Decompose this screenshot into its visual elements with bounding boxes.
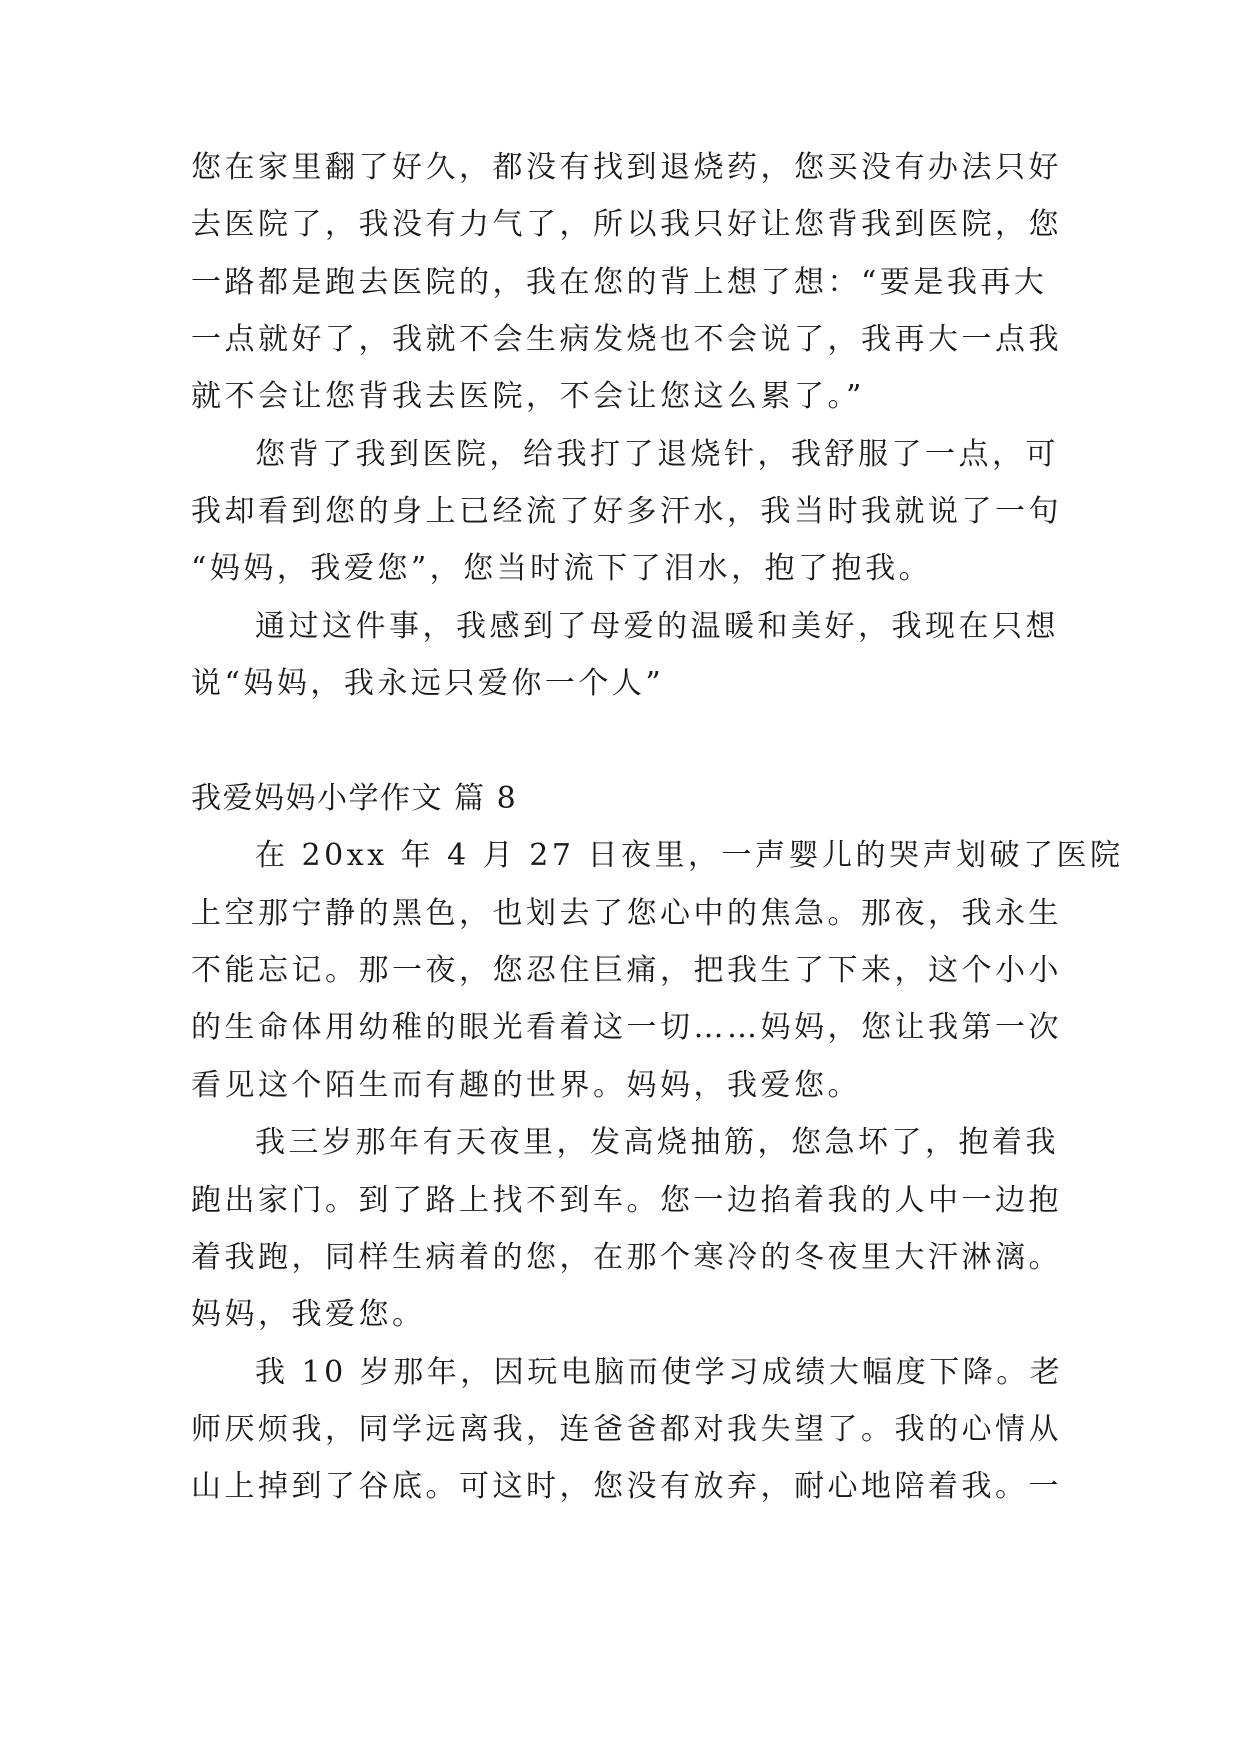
text-line: 不能忘记。那一夜，您忍住巨痛，把我生了下来，这个小小 xyxy=(191,953,1062,988)
text-line: 说“妈妈，我永远只爱你一个人” xyxy=(191,666,665,701)
text-line: 去医院了，我没有力气了，所以我只好让您背我到医院，您 xyxy=(191,207,1062,242)
text-line: 一路都是跑去医院的，我在您的背上想了想：“要是我再大 xyxy=(191,265,1048,300)
text-line: 一点就好了，我就不会生病发烧也不会说了，我再大一点我 xyxy=(191,322,1062,357)
text-line: 上空那宁静的黑色，也划去了您心中的焦急。那夜，我永生 xyxy=(191,896,1062,931)
text-line: 的生命体用幼稚的眼光看着这一切……妈妈，您让我第一次 xyxy=(191,1010,1062,1045)
text-line: 我却看到您的身上已经流了好多汗水，我当时我就说了一句 xyxy=(191,494,1062,529)
text-line: 就不会让您背我去医院，不会让您这么累了。” xyxy=(191,379,865,414)
paragraph-first-line: 在 20xx 年 4 月 27 日夜里，一声婴儿的哭声划破了医院 xyxy=(255,838,1124,873)
paragraph-first-line: 我三岁那年有天夜里，发高烧抽筋，您急坏了，抱着我 xyxy=(255,1125,1059,1160)
text-line: 跑出家门。到了路上找不到车。您一边掐着我的人中一边抱 xyxy=(191,1183,1062,1218)
section-heading: 我爱妈妈小学作文 篇 8 xyxy=(191,781,518,816)
text-line: 您在家里翻了好久，都没有找到退烧药，您买没有办法只好 xyxy=(191,150,1062,185)
text-line: “妈妈，我爱您”，您当时流下了泪水，抱了抱我。 xyxy=(191,551,933,586)
paragraph-first-line: 通过这件事，我感到了母爱的温暖和美好，我现在只想 xyxy=(255,609,1059,644)
text-line: 看见这个陌生而有趣的世界。妈妈，我爱您。 xyxy=(191,1068,861,1103)
text-line: 妈妈，我爱您。 xyxy=(191,1297,426,1332)
text-line: 师厌烦我，同学远离我，连爸爸都对我失望了。我的心情从 xyxy=(191,1412,1062,1447)
text-line: 山上掉到了谷底。可这时，您没有放弃，耐心地陪着我。一 xyxy=(191,1469,1062,1504)
paragraph-first-line: 您背了我到医院，给我打了退烧针，我舒服了一点，可 xyxy=(255,437,1059,472)
paragraph-first-line: 我 10 岁那年，因玩电脑而使学习成绩大幅度下降。老 xyxy=(255,1355,1064,1390)
text-line: 着我跑，同样生病着的您，在那个寒冷的冬夜里大汗淋漓。 xyxy=(191,1240,1062,1275)
